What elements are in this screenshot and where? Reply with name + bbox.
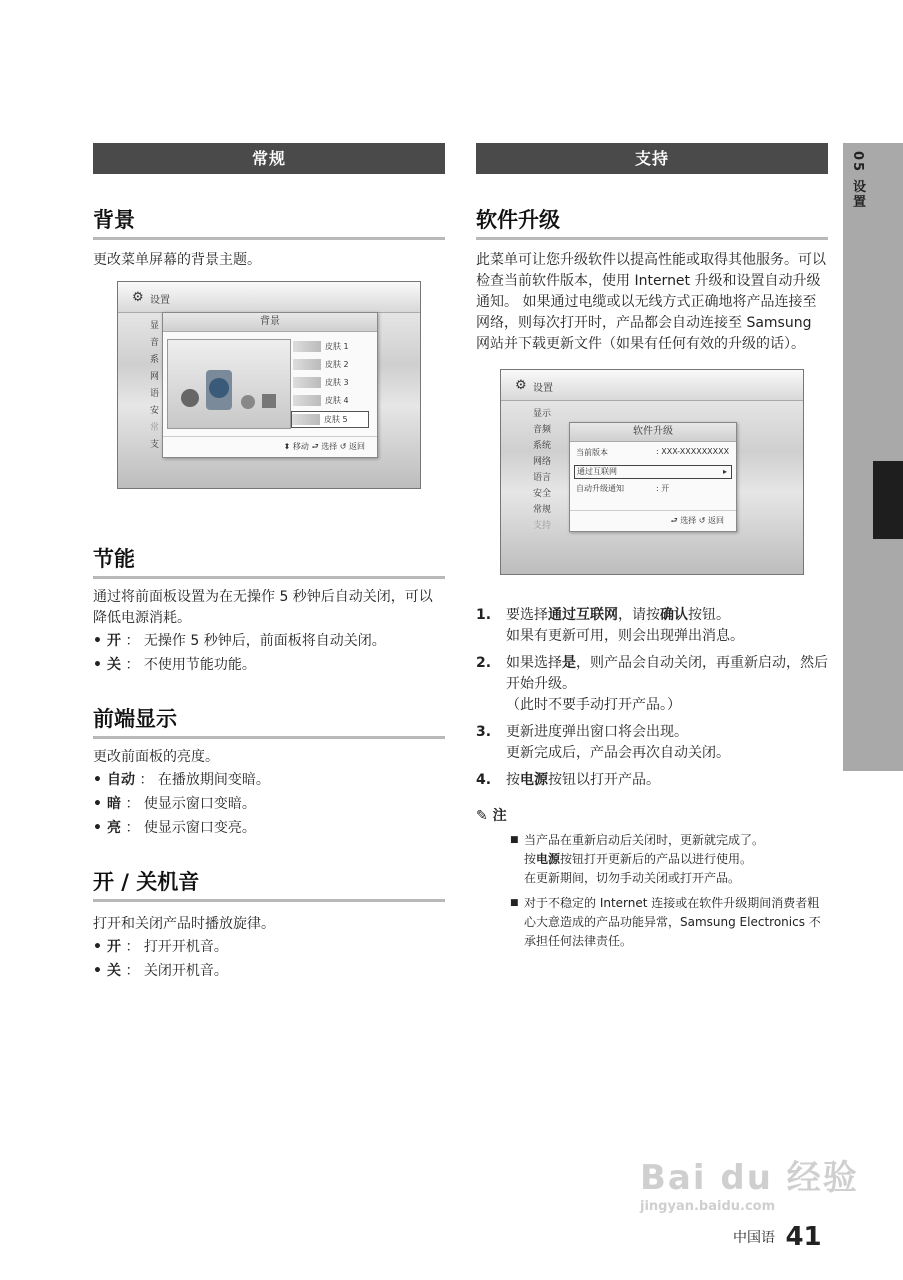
shot-menu bbox=[150, 318, 159, 454]
menu-item: 音 bbox=[150, 338, 160, 348]
menu-item: 音频 bbox=[533, 425, 552, 435]
menu-item: 系统 bbox=[533, 441, 552, 451]
menu-item: 常 bbox=[150, 423, 160, 433]
upgrade-steps bbox=[476, 605, 828, 791]
right-column bbox=[476, 143, 828, 951]
chapter-marker bbox=[873, 461, 903, 539]
row-via-internet[interactable]: 通过互联网 ▸ bbox=[574, 465, 732, 479]
chapter-label: 05 设置 bbox=[850, 151, 865, 210]
display-item: • 自动 ： 在播放期间变暗。 bbox=[93, 772, 270, 788]
note-heading: ✎ 注 bbox=[476, 808, 507, 824]
note-item: ■ 对于不稳定的 Internet 连接或在软件升级期间消费者粗心大意造成的产品功能异常，Samsung Electronics 不承担任何法律责任。 bbox=[510, 896, 821, 948]
background-desc: 更改菜单屏幕的背景主题。 bbox=[93, 252, 261, 268]
preview-image bbox=[167, 339, 291, 429]
menu-item: 显 bbox=[150, 321, 160, 331]
shot-menu bbox=[533, 406, 551, 534]
display-item: • 亮 ： 使显示窗口变亮。 bbox=[93, 820, 256, 836]
watermark bbox=[640, 1150, 859, 1214]
sound-item: • 关 ： 关闭开机音。 bbox=[93, 963, 228, 979]
menu-item: 网 bbox=[150, 372, 160, 382]
menu-item: 网络 bbox=[533, 457, 552, 467]
sound-desc: 打开和关闭产品时播放旋律。 bbox=[93, 916, 275, 932]
menu-item: 支持 bbox=[533, 521, 552, 531]
shot-header: 设置 bbox=[533, 383, 553, 394]
gear-icon: ⚙ bbox=[515, 378, 527, 393]
row-current-version: 当前版本 : XXX-XXXXXXXXX bbox=[576, 447, 730, 457]
upgrade-desc: 此菜单可让您升级软件以提高性能或取得其他服务。可以检查当前软件版本，使用 Internet 升级和设置自动升级通知。 如果通过电缆或以无线方式正确地将产品连接至网络，则每次打开时，产品都会自动连接至 Samsung 网站并下载更新文件（如果有任何有效的升级的话）。 bbox=[476, 252, 826, 352]
skin-item-selected[interactable]: 皮肤 5 bbox=[291, 411, 369, 428]
heading-background: 背景 bbox=[93, 204, 445, 240]
dialog-footer: ⬍ 移动 ⮐ 选择 ↺ 返回 bbox=[163, 436, 377, 457]
display-desc: 更改前面板的亮度。 bbox=[93, 749, 219, 765]
shot-header: 设置 bbox=[150, 295, 170, 306]
footer-language: 中国语 bbox=[733, 1230, 775, 1246]
menu-item: 语言 bbox=[533, 473, 552, 483]
skin-item[interactable]: 皮肤 2 bbox=[293, 357, 369, 372]
section-bar-general: 常规 bbox=[93, 143, 445, 174]
sound-item: • 开 ： 打开开机音。 bbox=[93, 939, 228, 955]
watermark-url: jingyan.baidu.com bbox=[640, 1199, 776, 1214]
heading-energy: 节能 bbox=[93, 543, 445, 579]
theme-preview-icons bbox=[168, 340, 290, 428]
display-item: • 暗 ： 使显示窗口变暗。 bbox=[93, 796, 256, 812]
heading-software-upgrade: 软件升级 bbox=[476, 204, 828, 240]
energy-desc: 通过将前面板设置为在无操作 5 秒钟后自动关闭，可以降低电源消耗。 bbox=[93, 589, 433, 626]
step-item: 4. 按电源按钮以打开产品。 bbox=[476, 772, 660, 788]
page-number: 41 bbox=[785, 1222, 822, 1252]
watermark-brand: Bai du 经验 bbox=[640, 1158, 859, 1198]
left-column bbox=[93, 143, 445, 983]
square-bullet-icon: ■ bbox=[510, 835, 519, 845]
pencil-icon: ✎ bbox=[476, 808, 488, 824]
page-footer bbox=[733, 1222, 822, 1252]
menu-item: 语 bbox=[150, 389, 160, 399]
menu-item: 安全 bbox=[533, 489, 552, 499]
heading-power-sound: 开 / 关机音 bbox=[93, 866, 445, 902]
section-bar-support: 支持 bbox=[476, 143, 828, 174]
step-item: 3. 更新进度弹出窗口将会出现。 更新完成后，产品会再次自动关闭。 bbox=[476, 724, 730, 761]
menu-item: 安 bbox=[150, 406, 160, 416]
energy-item: • 开 ： 无操作 5 秒钟后，前面板将自动关闭。 bbox=[93, 633, 386, 649]
menu-item: 支 bbox=[150, 440, 160, 450]
note-item: ■ 当产品在重新启动后关闭时，更新就完成了。 按电源按钮打开更新后的产品以进行使用。 在更新期间，切勿手动关闭或打开产品。 bbox=[510, 833, 765, 885]
menu-item: 系 bbox=[150, 355, 160, 365]
dialog-footer: ⮐ 选择 ↺ 返回 bbox=[570, 510, 736, 531]
skin-item[interactable]: 皮肤 4 bbox=[293, 393, 369, 408]
upgrade-screenshot bbox=[500, 369, 804, 575]
dialog-title: 软件升级 bbox=[570, 423, 736, 442]
menu-item: 常规 bbox=[533, 505, 552, 515]
menu-item: 显示 bbox=[533, 409, 552, 419]
dialog-title: 背景 bbox=[163, 313, 377, 332]
row-auto-notify[interactable]: 自动升级通知 : 开 bbox=[576, 484, 670, 493]
step-item: 2. 如果选择是，则产品会自动关闭，再重新启动，然后开始升级。 （此时不要手动打开产品。） bbox=[476, 655, 828, 713]
gear-icon: ⚙ bbox=[132, 290, 144, 305]
energy-item: • 关 ： 不使用节能功能。 bbox=[93, 657, 256, 673]
chapter-side-tab bbox=[843, 143, 903, 771]
skin-item[interactable]: 皮肤 3 bbox=[293, 375, 369, 390]
step-item: 1. 要选择通过互联网，请按确认按钮。 如果有更新可用，则会出现弹出消息。 bbox=[476, 607, 744, 644]
background-dialog bbox=[162, 312, 378, 458]
skin-item[interactable]: 皮肤 1 bbox=[293, 339, 369, 354]
heading-front-display: 前端显示 bbox=[93, 703, 445, 739]
square-bullet-icon: ■ bbox=[510, 898, 519, 908]
upgrade-dialog bbox=[569, 422, 737, 532]
background-screenshot bbox=[117, 281, 421, 489]
